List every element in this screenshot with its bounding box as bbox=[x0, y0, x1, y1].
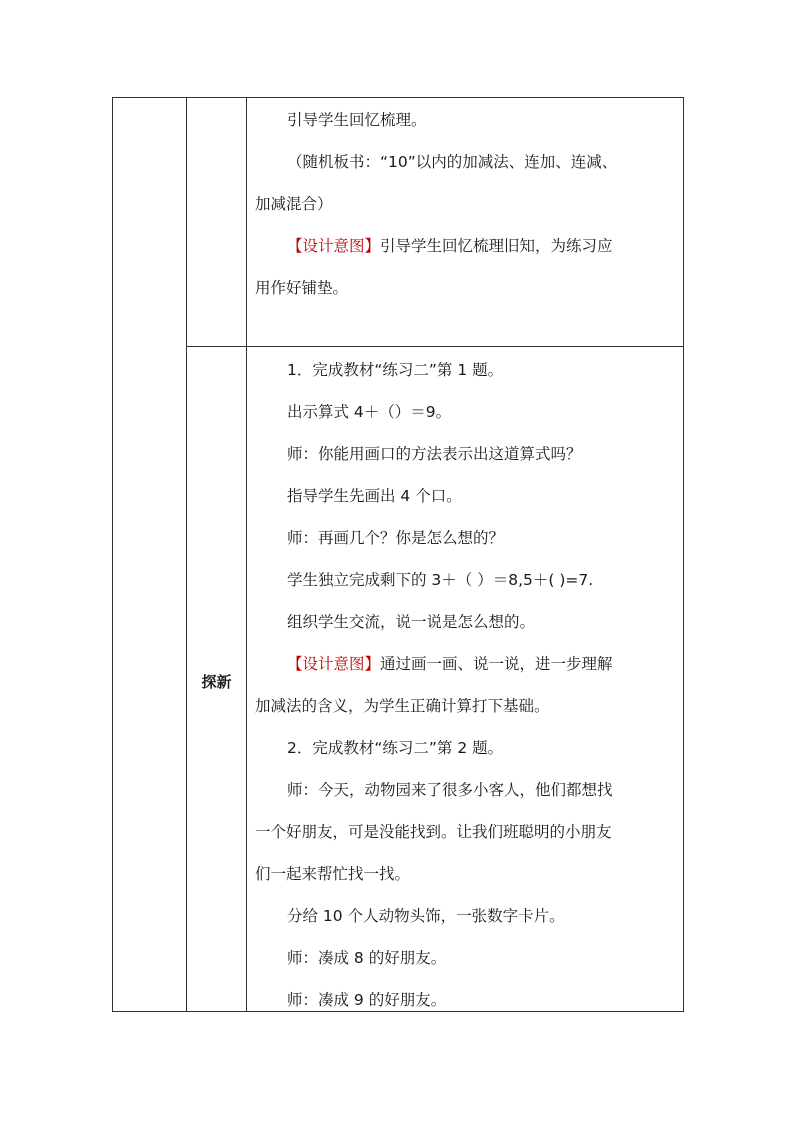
text-line: 组织学生交流，说一说是怎么想的。 bbox=[287, 613, 536, 631]
design-intent-line bbox=[287, 654, 613, 674]
design-intent-label: 【设计意图】 bbox=[287, 237, 381, 255]
text-line: 师：凑成 8 的好朋友。 bbox=[287, 949, 447, 967]
text-line: 2．完成教材“练习二”第 2 题。 bbox=[287, 739, 504, 757]
text-line: 师：你能用画口的方法表示出这道算式吗？ bbox=[287, 445, 582, 463]
text-line: 分给 10 个人动物头饰，一张数字卡片。 bbox=[287, 907, 565, 925]
text-line: 们一起来帮忙找一找。 bbox=[255, 865, 411, 883]
row-divider bbox=[186, 346, 683, 347]
text-line: 师：今天，动物园来了很多小客人，他们都想找 bbox=[287, 781, 613, 799]
design-intent-line bbox=[287, 236, 613, 256]
text-line: 师：凑成 9 的好朋友。 bbox=[287, 991, 447, 1009]
text-line: （随机板书：“10”以内的加减法、连加、连减、 bbox=[287, 153, 618, 171]
text-line: 加减混合） bbox=[255, 195, 333, 213]
column-divider-2 bbox=[246, 98, 247, 1011]
text-line: 一个好朋友，可是没能找到。让我们班聪明的小朋友 bbox=[255, 823, 612, 841]
text-line: 1．完成教材“练习二”第 1 题。 bbox=[287, 361, 504, 379]
design-intent-text: 引导学生回忆梳理旧知，为练习应 bbox=[380, 237, 613, 255]
lesson-table bbox=[112, 97, 684, 1012]
text-line: 出示算式 4＋（）＝9。 bbox=[287, 403, 452, 421]
section-label-explore: 探新 bbox=[201, 673, 232, 691]
text-line: 引导学生回忆梳理。 bbox=[287, 111, 427, 129]
text-line: 加减法的含义，为学生正确计算打下基础。 bbox=[255, 697, 550, 715]
text-line: 指导学生先画出 4 个口。 bbox=[287, 487, 462, 505]
text-line: 师：再画几个？你是怎么想的？ bbox=[287, 529, 505, 547]
design-intent-label: 【设计意图】 bbox=[287, 655, 381, 673]
design-intent-text: 通过画一画、说一说，进一步理解 bbox=[380, 655, 613, 673]
column-divider-1 bbox=[186, 98, 187, 1011]
text-line: 学生独立完成剩下的 3＋（ ）＝8,5＋( )=7. bbox=[287, 571, 594, 589]
text-line: 用作好铺垫。 bbox=[255, 279, 349, 297]
